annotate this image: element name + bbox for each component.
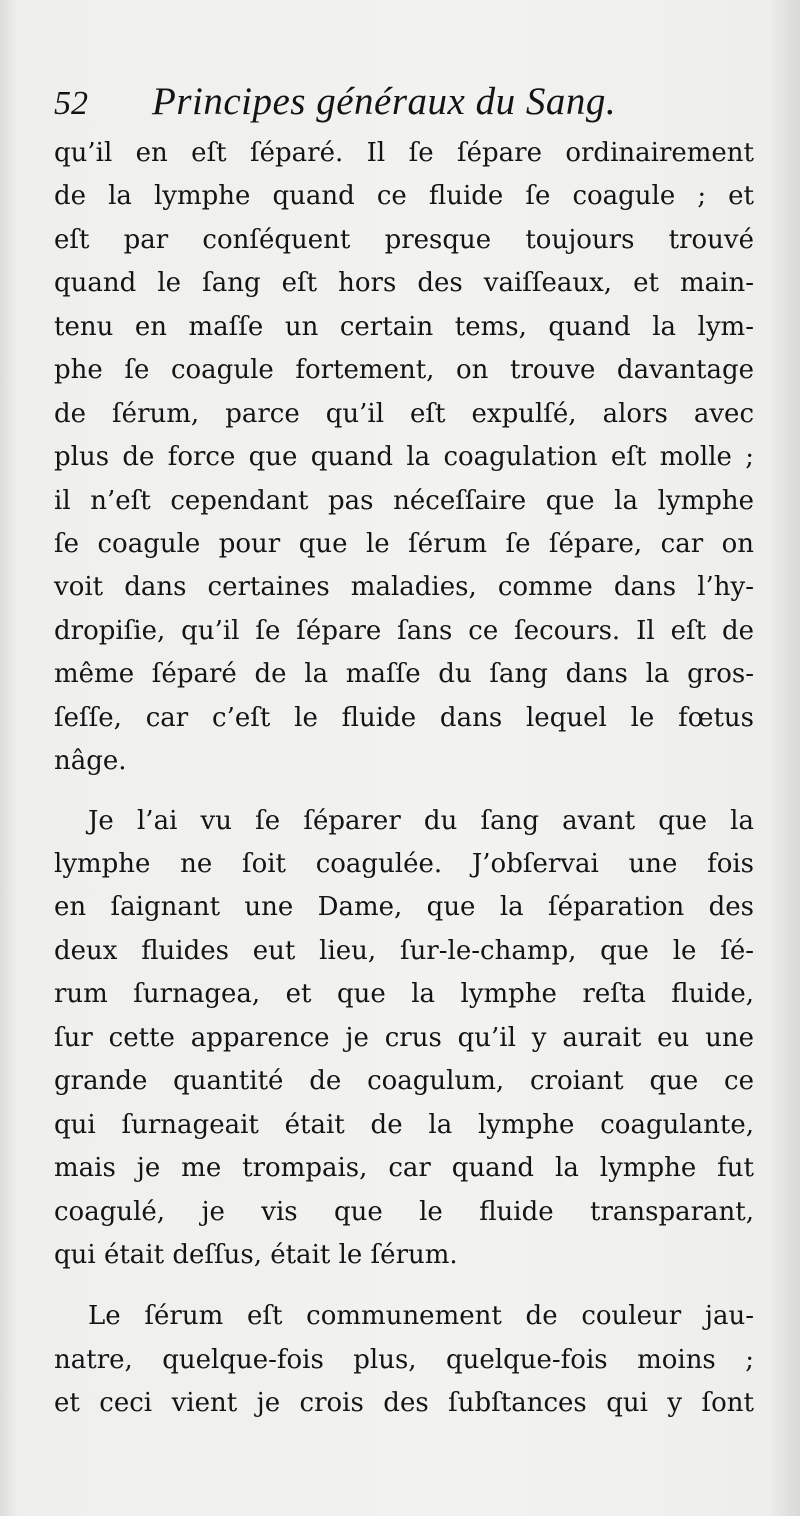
- text-line: ſe coagule pour que le ſérum ſe ſépare, car on: [54, 528, 754, 559]
- text-line: coagulé, je vis que le fluide transparant,: [54, 1196, 754, 1227]
- text-line: en ſaignant une Dame, que la ſéparation des: [54, 892, 754, 923]
- text-line: Le ſérum eſt communement de couleur jau-: [88, 1301, 754, 1332]
- text-line: de la lymphe quand ce fluide ſe coagule ; et: [54, 181, 754, 212]
- text-line: lymphe ne ſoit coagulée. J’obſervai une fois: [54, 849, 754, 879]
- text-line: et ceci vient je crois des ſubſtances qui y ſont: [54, 1388, 754, 1419]
- paragraph-3: [54, 1295, 754, 1425]
- text-line: mais je me trompais, car quand la lymphe fut: [54, 1153, 754, 1184]
- text-line: qui était deſſus, était le ſérum.: [54, 1239, 458, 1270]
- text-line: il n’eſt cependant pas néceſſaire que la lymphe: [54, 485, 754, 516]
- text-line: Je l’ai vu ſe ſéparer du ſang avant que la: [88, 805, 754, 836]
- paragraph-2: [54, 800, 754, 1278]
- text-line: quand le ſang eſt hors des vaiſſeaux, et main-: [54, 268, 754, 299]
- text-line: qui ſurnageait était de la lymphe coagulante,: [54, 1109, 754, 1140]
- text-line: même ſéparé de la maſſe du ſang dans la gros-: [54, 659, 754, 690]
- paragraph-1: [54, 132, 754, 784]
- text-line: tenu en maſſe un certain tems, quand la lym-: [54, 311, 754, 342]
- text-line: de ſérum, parce qu’il eſt expulſé, alors avec: [54, 398, 754, 429]
- running-head: Principes généraux du Sang.: [152, 80, 617, 123]
- text-line: eſt par conſéquent presque toujours trouvé: [54, 224, 754, 255]
- text-line: nâge.: [54, 746, 127, 777]
- text-line: plus de force que quand la coagulation eſt molle ;: [54, 442, 754, 473]
- text-line: rum ſurnagea, et que la lymphe reſta fluide,: [54, 979, 754, 1010]
- text-line: voit dans certaines maladies, comme dans l’hy-: [54, 572, 754, 603]
- text-line: deux fluides eut lieu, ſur-le-champ, que le ſé-: [54, 935, 754, 966]
- body-text: [54, 132, 754, 1426]
- page-number: 52: [54, 85, 88, 122]
- text-line: qu’il en eſt ſéparé. Il ſe ſépare ordinairement: [54, 138, 754, 168]
- page-header: [54, 78, 754, 128]
- text-line: phe ſe coagule fortement, on trouve davantage: [54, 355, 754, 386]
- text-line: grande quantité de coagulum, croiant que ce: [54, 1066, 754, 1097]
- text-line: natre, quelque-fois plus, quelque-fois moins ;: [54, 1344, 754, 1375]
- text-line: dropiſie, qu’il ſe ſépare ſans ce ſecours. Il eſt de: [54, 615, 754, 646]
- text-line: ſeſſe, car c’eſt le fluide dans lequel le fœtus: [54, 702, 754, 733]
- text-line: ſur cette apparence je crus qu’il y aurait eu une: [54, 1022, 754, 1053]
